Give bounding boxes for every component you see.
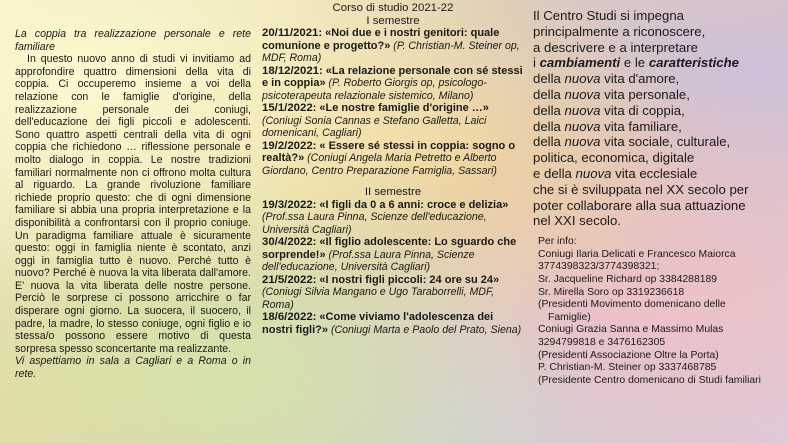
event-title: «Come viviamo l'adolescenza dei nostri figli?» [262, 311, 494, 336]
text-fragment: vita sociale, culturale, [600, 134, 731, 150]
event-item [262, 27, 524, 65]
event-item [262, 65, 524, 103]
text-fragment: vita di coppia, [600, 102, 685, 118]
keyword-nuova: nuova [564, 118, 601, 134]
event-speakers: (P. Christian-M. Steiner op, MDF, Roma) [262, 39, 520, 64]
contact-role: (Presidente Centro domenicano di Studi familiari [538, 374, 761, 386]
mission-line [533, 134, 785, 150]
keyword-nuova: nuova [575, 165, 612, 181]
mission-line: che si è sviluppata nel XX secolo per [533, 181, 749, 197]
event-speakers: (Prof.ssa Laura Pinna, Scienze dell'educazione, Università Cagliari) [262, 248, 475, 273]
event-title: «Noi due e i nostri genitori: quale comunione e progetto?» [262, 27, 500, 52]
mission-line [533, 166, 785, 182]
event-speakers: (Coniugi Silvia Mangano e Ugo Taraborrelli, MDF, Roma) [262, 286, 494, 311]
event-date: 19/2/2022: [262, 139, 317, 152]
intro-closing: Vi aspettiamo in sala a Cagliari e a Roma o in rete. [15, 355, 251, 381]
contact-info [533, 236, 785, 387]
intro-title: La coppia tra realizzazione personale e rete familiare [15, 28, 251, 53]
mission-line: a descrivere e a interpretare [533, 39, 698, 55]
event-title: «I nostri figli piccoli: 24 ore su 24» [319, 273, 500, 286]
mission-line [533, 71, 785, 87]
event-item [262, 311, 524, 336]
event-date: 18/12/2021: [262, 64, 323, 77]
text-fragment: vita ecclesiale [611, 165, 698, 181]
mission-line: politica, economica, digitale [533, 150, 695, 166]
semester-2-heading: II semestre [364, 186, 422, 198]
info-heading: Per info: [538, 236, 577, 248]
event-item [262, 102, 524, 140]
mission-line: Il Centro Studi si impegna [533, 8, 684, 23]
text-fragment: della [533, 134, 565, 150]
contact-role: (Presidenti Movimento domenicano delle [538, 299, 726, 311]
event-speakers: (Coniugi Marta e Paolo del Prato, Siena) [330, 323, 522, 336]
semester-1-heading: I semestre [366, 14, 420, 27]
text-fragment: e della [533, 165, 576, 181]
contact-line: Coniugi Ilaria Delicati e Francesco Maiorca [538, 248, 736, 260]
contact-role: Famiglie) [548, 311, 591, 323]
event-date: 15/1/2022: [262, 102, 317, 114]
contact-role: (Presidenti Associazione Oltre la Porta) [538, 349, 719, 361]
mission-line [533, 103, 785, 119]
text-fragment: della [533, 118, 565, 134]
event-title: «La relazione personale con sé stessi e in coppia» [262, 64, 523, 89]
keyword-cambiamenti: cambiamenti [539, 55, 621, 71]
event-date: 18/6/2022: [262, 311, 317, 323]
text-fragment: della [533, 102, 565, 118]
contact-line: P. Christian-M. Steiner op 3337468785 [538, 362, 717, 374]
event-title: « Essere sé stessi in coppia: sogno o realtà?» [262, 139, 516, 164]
text-fragment: e le [620, 55, 649, 71]
event-item [262, 274, 524, 312]
intro-body: In questo nuovo anno di studi vi invitiamo ad approfondire quattro dimensioni della vita di coppia. Ci occuperemo insieme a voi della relazione con le famiglie d'origine, della realizzazione personale dei coniugi, dell'educazione dei figli piccoli e adolescenti. Sono quattro aspetti centrali della vita di ogni coppia che richiedono … riflessione personale e molto dialogo in coppia. Le nostre tradizioni familiari normalmente non ci offrono molta cultura al riguardo. La grande rivoluzione familiare richiede proprio questo: che di ogni dimensione familiare si abbia una propria interpretazione e la disponibilità a confrontarsi con il proprio coniuge. Un paradigma familiare attuale è sicuramente questo: oggi in famiglia niente è scontato, anzi oggi in famiglia tutto è nuovo. Perché tutto è nuovo? Perché è nuova la vita liberata dall'amore. E' nuova la vita liberata delle nostre persone. Perciò le sorprese ci possono arricchire o far disperare ogni giorno. La suocera, il suocero, il padre, la madre, lo stesso coniuge, ogni figlio e io stessa/o possono essere motivo di questa sorpresa spesso sconcertante ma realizzante. [15, 53, 251, 355]
keyword-nuova: nuova [564, 86, 601, 102]
event-date: 19/3/2022: [262, 198, 317, 211]
mission-line [533, 119, 785, 135]
keyword-nuova: nuova [564, 134, 601, 150]
event-date: 20/11/2021: [262, 27, 323, 39]
event-date: 21/5/2022: [262, 273, 317, 286]
text-fragment: vita familiare, [600, 118, 682, 134]
event-speakers: (Coniugi Angela Maria Petretto e Alberto Giordano, Centro Preparazione Famiglia, Sassari) [262, 152, 497, 177]
mission-line [533, 55, 785, 71]
keyword-nuova: nuova [564, 102, 601, 118]
text-fragment: vita personale, [600, 86, 690, 102]
event-item [262, 236, 524, 274]
event-item [262, 140, 524, 178]
course-title: Corso di studio 2021-22 [332, 2, 454, 14]
contact-line: Coniugi Grazia Sanna e Massimo Mulas [538, 324, 724, 336]
event-title: «Le nostre famiglie d'origine …» [319, 102, 489, 114]
event-speakers: (P. Roberto Giorgis op, psicologo-psicoterapeuta relazionale sistemico, Milano) [262, 77, 487, 102]
event-speakers: (Coniugi Sonia Cannas e Stefano Galletta, Laici domenicani, Cagliari) [262, 114, 487, 139]
event-title: «Il figlio adolescente: Lo sguardo che sorprende!» [262, 236, 517, 261]
intro-column [15, 28, 251, 381]
keyword-caratteristiche: caratteristiche [648, 55, 739, 71]
text-fragment: i [533, 55, 540, 71]
contact-line: Sr. Jacqueline Richard op 3384288189 [538, 273, 718, 285]
text-fragment: della [533, 86, 565, 102]
event-item [262, 199, 524, 237]
mission-column [533, 8, 785, 387]
contact-line: Sr. Mirella Soro op 3319236618 [538, 286, 685, 298]
event-title: «I figli da 0 a 6 anni: croce e delizia» [319, 198, 509, 211]
mission-line [533, 87, 785, 103]
text-fragment: vita d'amore, [600, 71, 680, 87]
contact-phone: 3774398323/3774398321; [538, 261, 660, 273]
program-column [262, 2, 524, 336]
keyword-nuova: nuova [564, 71, 601, 87]
event-speakers: (Prof.ssa Laura Pinna, Scienze dell'educazione, Università Cagliari) [262, 211, 487, 236]
text-fragment: della [533, 71, 565, 87]
mission-line: poter collaborare alla sua attuazione [533, 197, 746, 213]
contact-phone: 3294799818 e 3476162305 [538, 336, 666, 348]
mission-line: principalmente a riconoscere, [533, 23, 706, 39]
event-date: 30/4/2022: [262, 236, 317, 248]
mission-line: nel XXI secolo. [533, 213, 621, 229]
